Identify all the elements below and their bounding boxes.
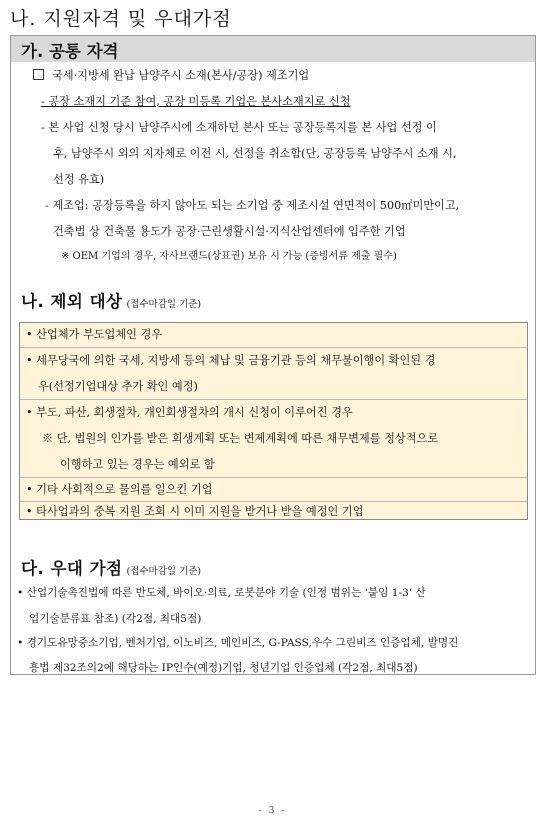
section-common-title: 가. 공통 자격 (21, 42, 119, 61)
common-line-6: 건축법 상 건축물 용도가 공장·근린생활시설·지식산업센터에 입주한 기업 (53, 225, 406, 238)
page-title: 나. 지원자격 및 우대가점 (10, 8, 232, 30)
common-line-4: 선정 유효) (53, 173, 105, 186)
exclusion-line-4: • 부도, 파산, 회생절차, 개인회생절차의 개시 신청이 이루어진 경우 (26, 406, 353, 419)
checkbox-square-icon (33, 69, 44, 80)
divider (20, 477, 527, 478)
exclusion-line-5: ※ 단, 법원의 인가를 받은 회생계획 또는 변제계획에 따른 채무변제를 정상적으로 (42, 432, 439, 445)
preference-line-3: • 경기도유망중소기업, 벤처기업, 이노비즈, 메인비즈, G-PASS,우수 그린비즈 인증업체, 발명진 (17, 637, 459, 649)
section-exclusion-title-text: 나. 제외 대상 (21, 292, 123, 311)
exclusion-line-1: • 산업체가 부도업체인 경우 (26, 328, 163, 341)
divider (20, 399, 527, 400)
exclusion-line-6: 이행하고 있는 경우는 예외로 함 (60, 458, 215, 471)
section-common-header (11, 36, 535, 62)
common-line-7: ※ OEM 기업의 경우, 자사브랜드(상표권) 보유 시 가능 (증빙서류 제출 필수) (61, 251, 397, 262)
section-preference-title-text: 다. 우대 가점 (21, 559, 123, 578)
section-preference-title (21, 555, 201, 579)
divider (20, 501, 527, 502)
section-preference-note: (접수마감일 기준) (126, 566, 202, 577)
preference-line-1: • 산업기술촉진법에 따른 반도체, 바이오·의료, 로봇분야 기술 (인정 범위는 ‘붙임 1-3’ 산 (17, 587, 426, 599)
exclusion-box (19, 322, 528, 520)
section-exclusion-note: (접수마감일 기준) (126, 299, 202, 310)
common-main-item-text: 국세·지방세 완납 남양주시 소재(본사/공장) 제조기업 (52, 69, 310, 82)
divider (20, 347, 527, 348)
content-box (10, 35, 536, 675)
common-line-3: 후, 남양주시 외의 지자체로 이전 시, 선정을 취소함(단, 공장등록 남양주시 소재 시, (53, 147, 457, 160)
page-number: - 3 - (258, 806, 287, 816)
common-line-2: - 본 사업 신청 당시 남양주시에 소재하던 본사 또는 공장등록지를 본 사업 선정 이 (41, 121, 437, 134)
common-main-item (33, 69, 309, 83)
exclusion-line-3: 우(선정기업대상 추가 확인 예정) (38, 380, 198, 393)
exclusion-line-8: • 타사업과의 중복 지원 조회 시 이미 지원을 받거나 받을 예정인 기업 (26, 505, 364, 518)
preference-line-4: 흥법 제32조의2에 해당하는 IP인수(예정)기업, 청년기업 인증업체 (각2점, 최대5점) (29, 662, 418, 674)
exclusion-line-7: • 기타 사회적으로 물의를 일으킨 기업 (26, 483, 213, 496)
preference-line-2: 업기술분류표 참조) (각2점, 최대5점) (29, 613, 202, 625)
section-exclusion-title (21, 288, 201, 312)
common-line-5: - 제조업: 공장등록을 하지 않아도 되는 소기업 중 제조시설 연면적이 500㎡미만이고, (45, 199, 460, 212)
common-line-1: - 공장 소재지 기준 참여, 공장 미등록 기업은 본사소재지로 신청 (41, 95, 351, 108)
exclusion-line-2: • 세무당국에 의한 국세, 지방세 등의 체납 및 금융기관 등의 채무불이행이 확인된 경 (26, 354, 436, 367)
